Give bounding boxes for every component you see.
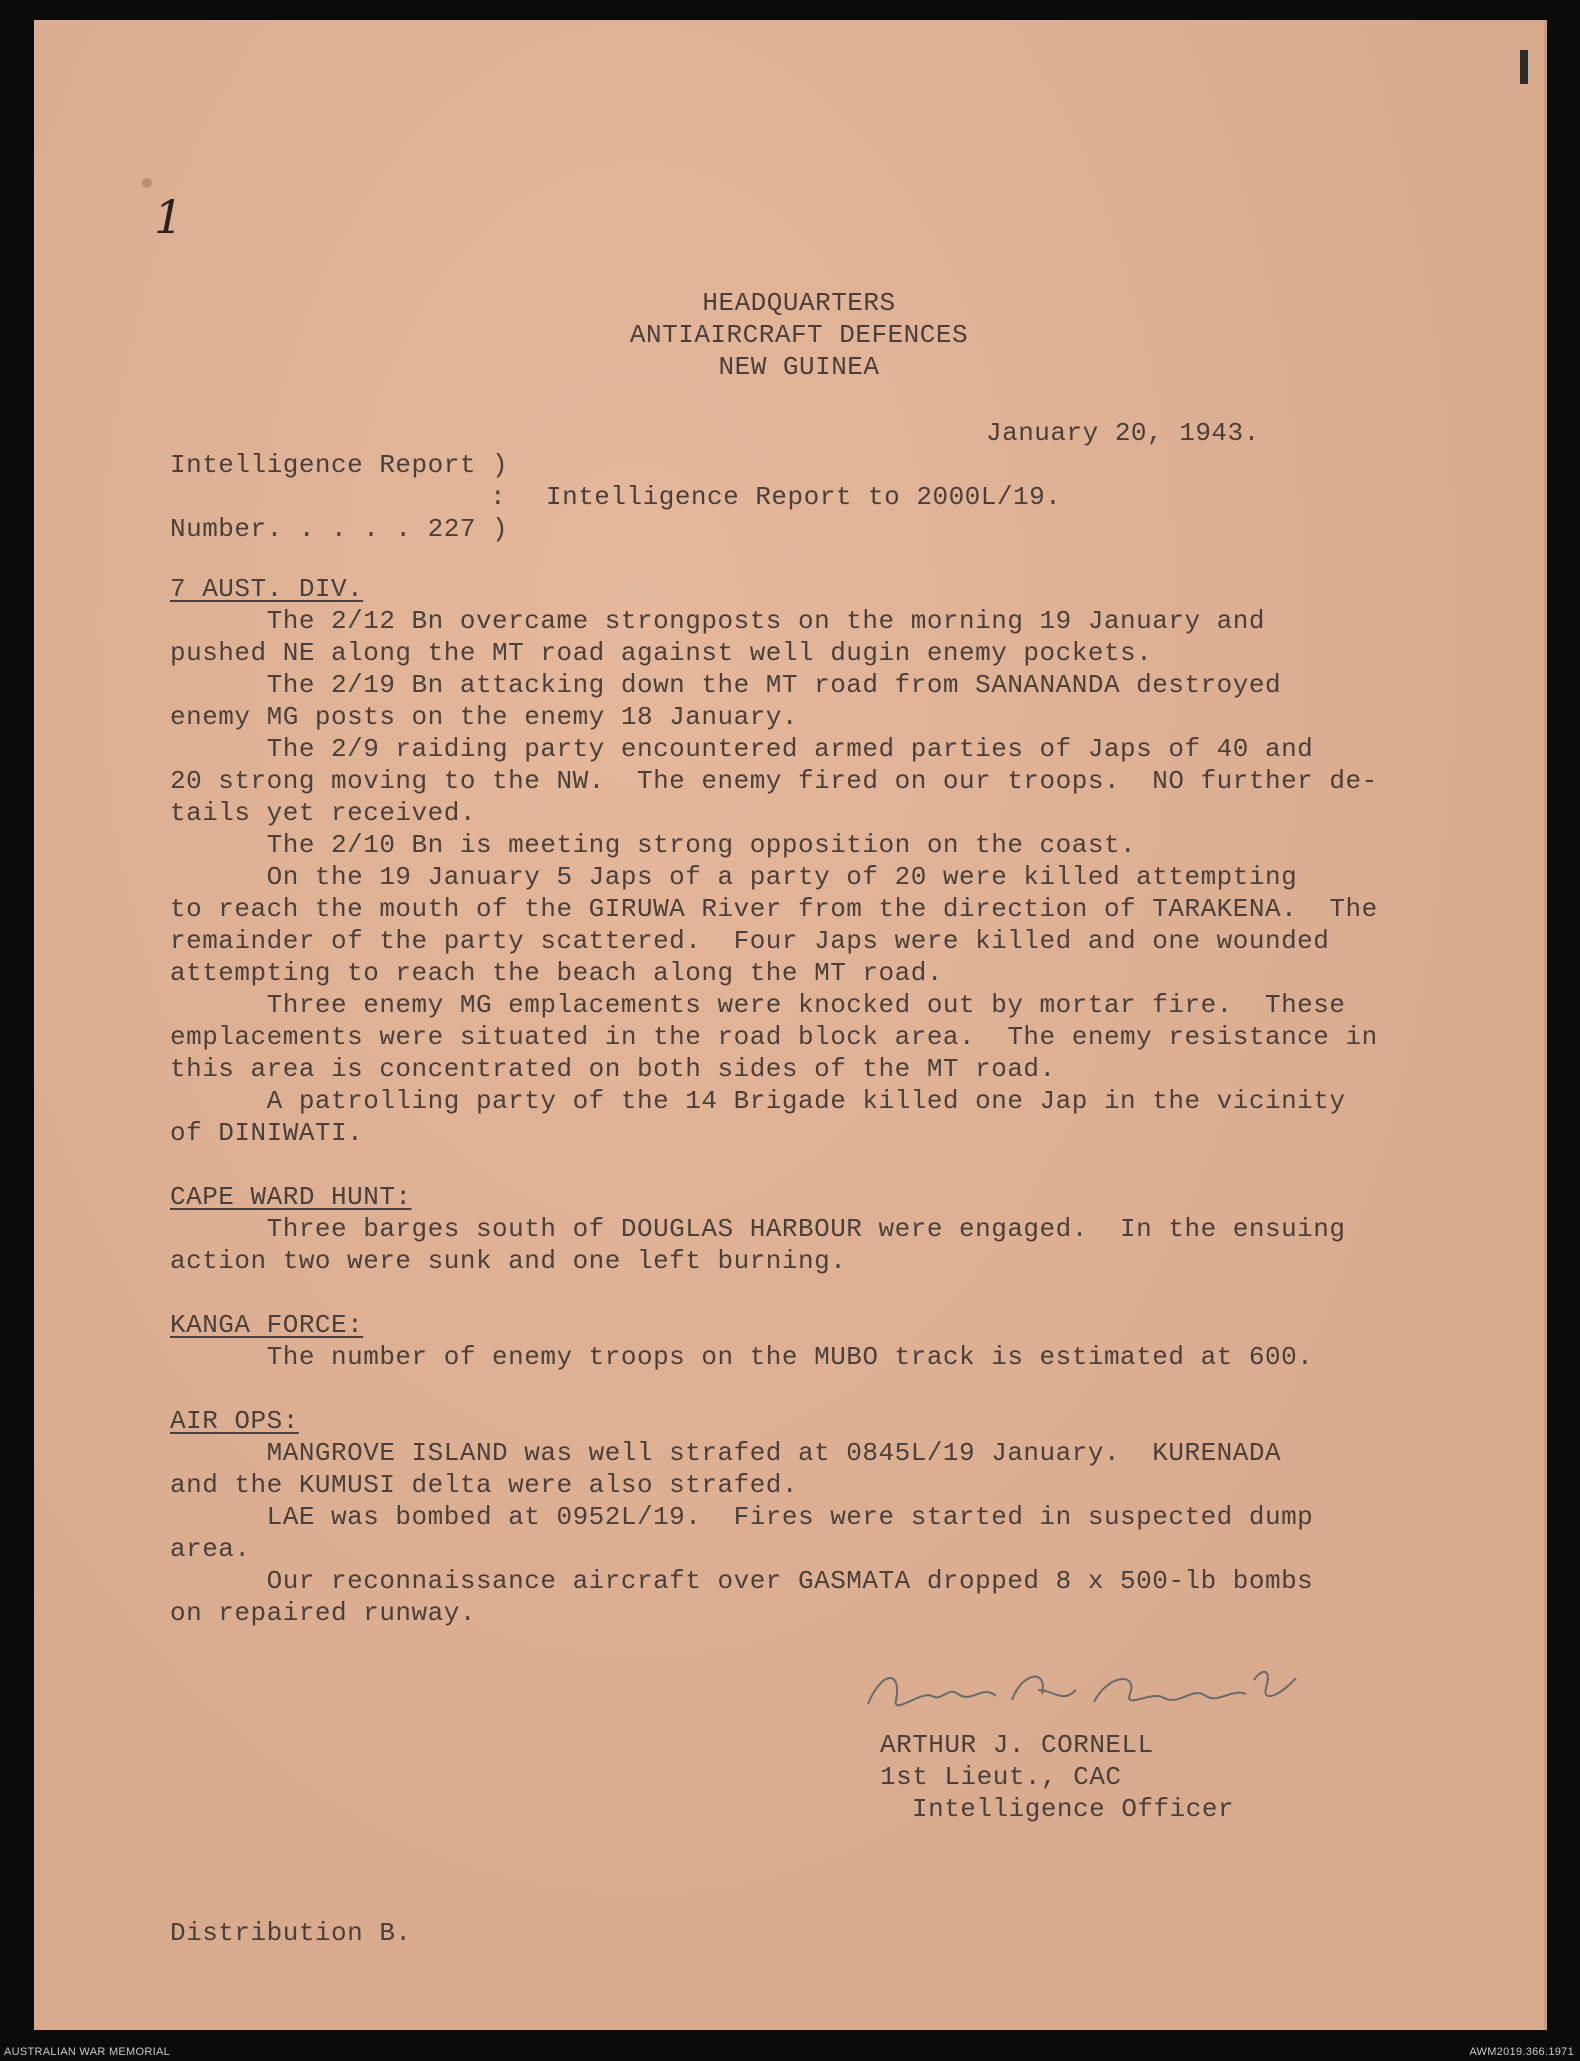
body-line: The number of enemy troops on the MUBO track is estimated at 600.: [170, 1342, 1314, 1372]
section-heading-7-aust-div: 7 AUST. DIV.: [170, 574, 364, 604]
body-line: Our reconnaissance aircraft over GASMATA dropped 8 x 500-lb bombs: [170, 1566, 1314, 1596]
body-line: The 2/10 Bn is meeting strong opposition on the coast.: [170, 830, 1137, 860]
body-line: area.: [170, 1534, 251, 1564]
document-page: [34, 20, 1547, 2030]
report-date: January 20, 1943.: [986, 418, 1260, 448]
body-line: and the KUMUSI delta were also strafed.: [170, 1470, 798, 1500]
body-line: this area is concentrated on both sides of the MT road.: [170, 1054, 1056, 1084]
report-number: Number. . . . . 227 ): [170, 514, 509, 544]
body-line: The 2/9 raiding party encountered armed parties of Japs of 40 and: [170, 734, 1314, 764]
body-line: remainder of the party scattered. Four Japs were killed and one wounded: [170, 926, 1330, 956]
section-heading-air-ops: AIR OPS:: [170, 1406, 299, 1436]
typed-report: [34, 20, 1544, 2030]
body-line: to reach the mouth of the GIRUWA River from the direction of TARAKENA. The: [170, 894, 1378, 924]
section-heading-cape-ward-hunt: CAPE WARD HUNT:: [170, 1182, 412, 1212]
report-label: Intelligence Report ): [170, 450, 509, 480]
body-line: Three enemy MG emplacements were knocked out by mortar fire. These: [170, 990, 1346, 1020]
body-line: MANGROVE ISLAND was well strafed at 0845L/19 January. KURENADA: [170, 1438, 1282, 1468]
body-line: attempting to reach the beach along the MT road.: [170, 958, 943, 988]
signatory-rank: 1st Lieut., CAC: [880, 1762, 1122, 1792]
header-line-2: ANTIAIRCRAFT DEFENCES: [629, 320, 969, 350]
body-line: action two were sunk and one left burning.: [170, 1246, 847, 1276]
handwritten-signature: [862, 1660, 1302, 1724]
body-line: emplacements were situated in the road block area. The enemy resistance in: [170, 1022, 1378, 1052]
body-line: on repaired runway.: [170, 1598, 476, 1628]
report-colon: :: [490, 482, 507, 512]
body-line: A patrolling party of the 14 Brigade killed one Jap in the vicinity: [170, 1086, 1346, 1116]
body-line: enemy MG posts on the enemy 18 January.: [170, 702, 798, 732]
body-line: LAE was bombed at 0952L/19. Fires were started in suspected dump: [170, 1502, 1314, 1532]
body-line: 20 strong moving to the NW. The enemy fired on our troops. NO further de-: [170, 766, 1378, 796]
footer-archive-name: AUSTRALIAN WAR MEMORIAL: [4, 2046, 171, 2058]
signatory-name: ARTHUR J. CORNELL: [880, 1730, 1154, 1760]
footer-accession-number: AWM2019.366.1971: [1469, 2046, 1574, 2058]
header-line-1: HEADQUARTERS: [702, 288, 896, 318]
margin-mark: 1: [154, 190, 184, 244]
report-subject: Intelligence Report to 2000L/19.: [546, 482, 1062, 512]
body-line: The 2/19 Bn attacking down the MT road from SANANANDA destroyed: [170, 670, 1282, 700]
distribution-note: Distribution B.: [170, 1918, 412, 1948]
header-line-3: NEW GUINEA: [718, 352, 880, 382]
body-line: On the 19 January 5 Japs of a party of 20 were killed attempting: [170, 862, 1298, 892]
body-line: tails yet received.: [170, 798, 476, 828]
body-line: of DINIWATI.: [170, 1118, 364, 1148]
body-line: pushed NE along the MT road against well dugin enemy pockets.: [170, 638, 1153, 668]
section-heading-kanga-force: KANGA FORCE:: [170, 1310, 364, 1340]
body-line: Three barges south of DOUGLAS HARBOUR were engaged. In the ensuing: [170, 1214, 1346, 1244]
signatory-title: Intelligence Officer: [912, 1794, 1235, 1824]
body-line: The 2/12 Bn overcame strongposts on the morning 19 January and: [170, 606, 1265, 636]
